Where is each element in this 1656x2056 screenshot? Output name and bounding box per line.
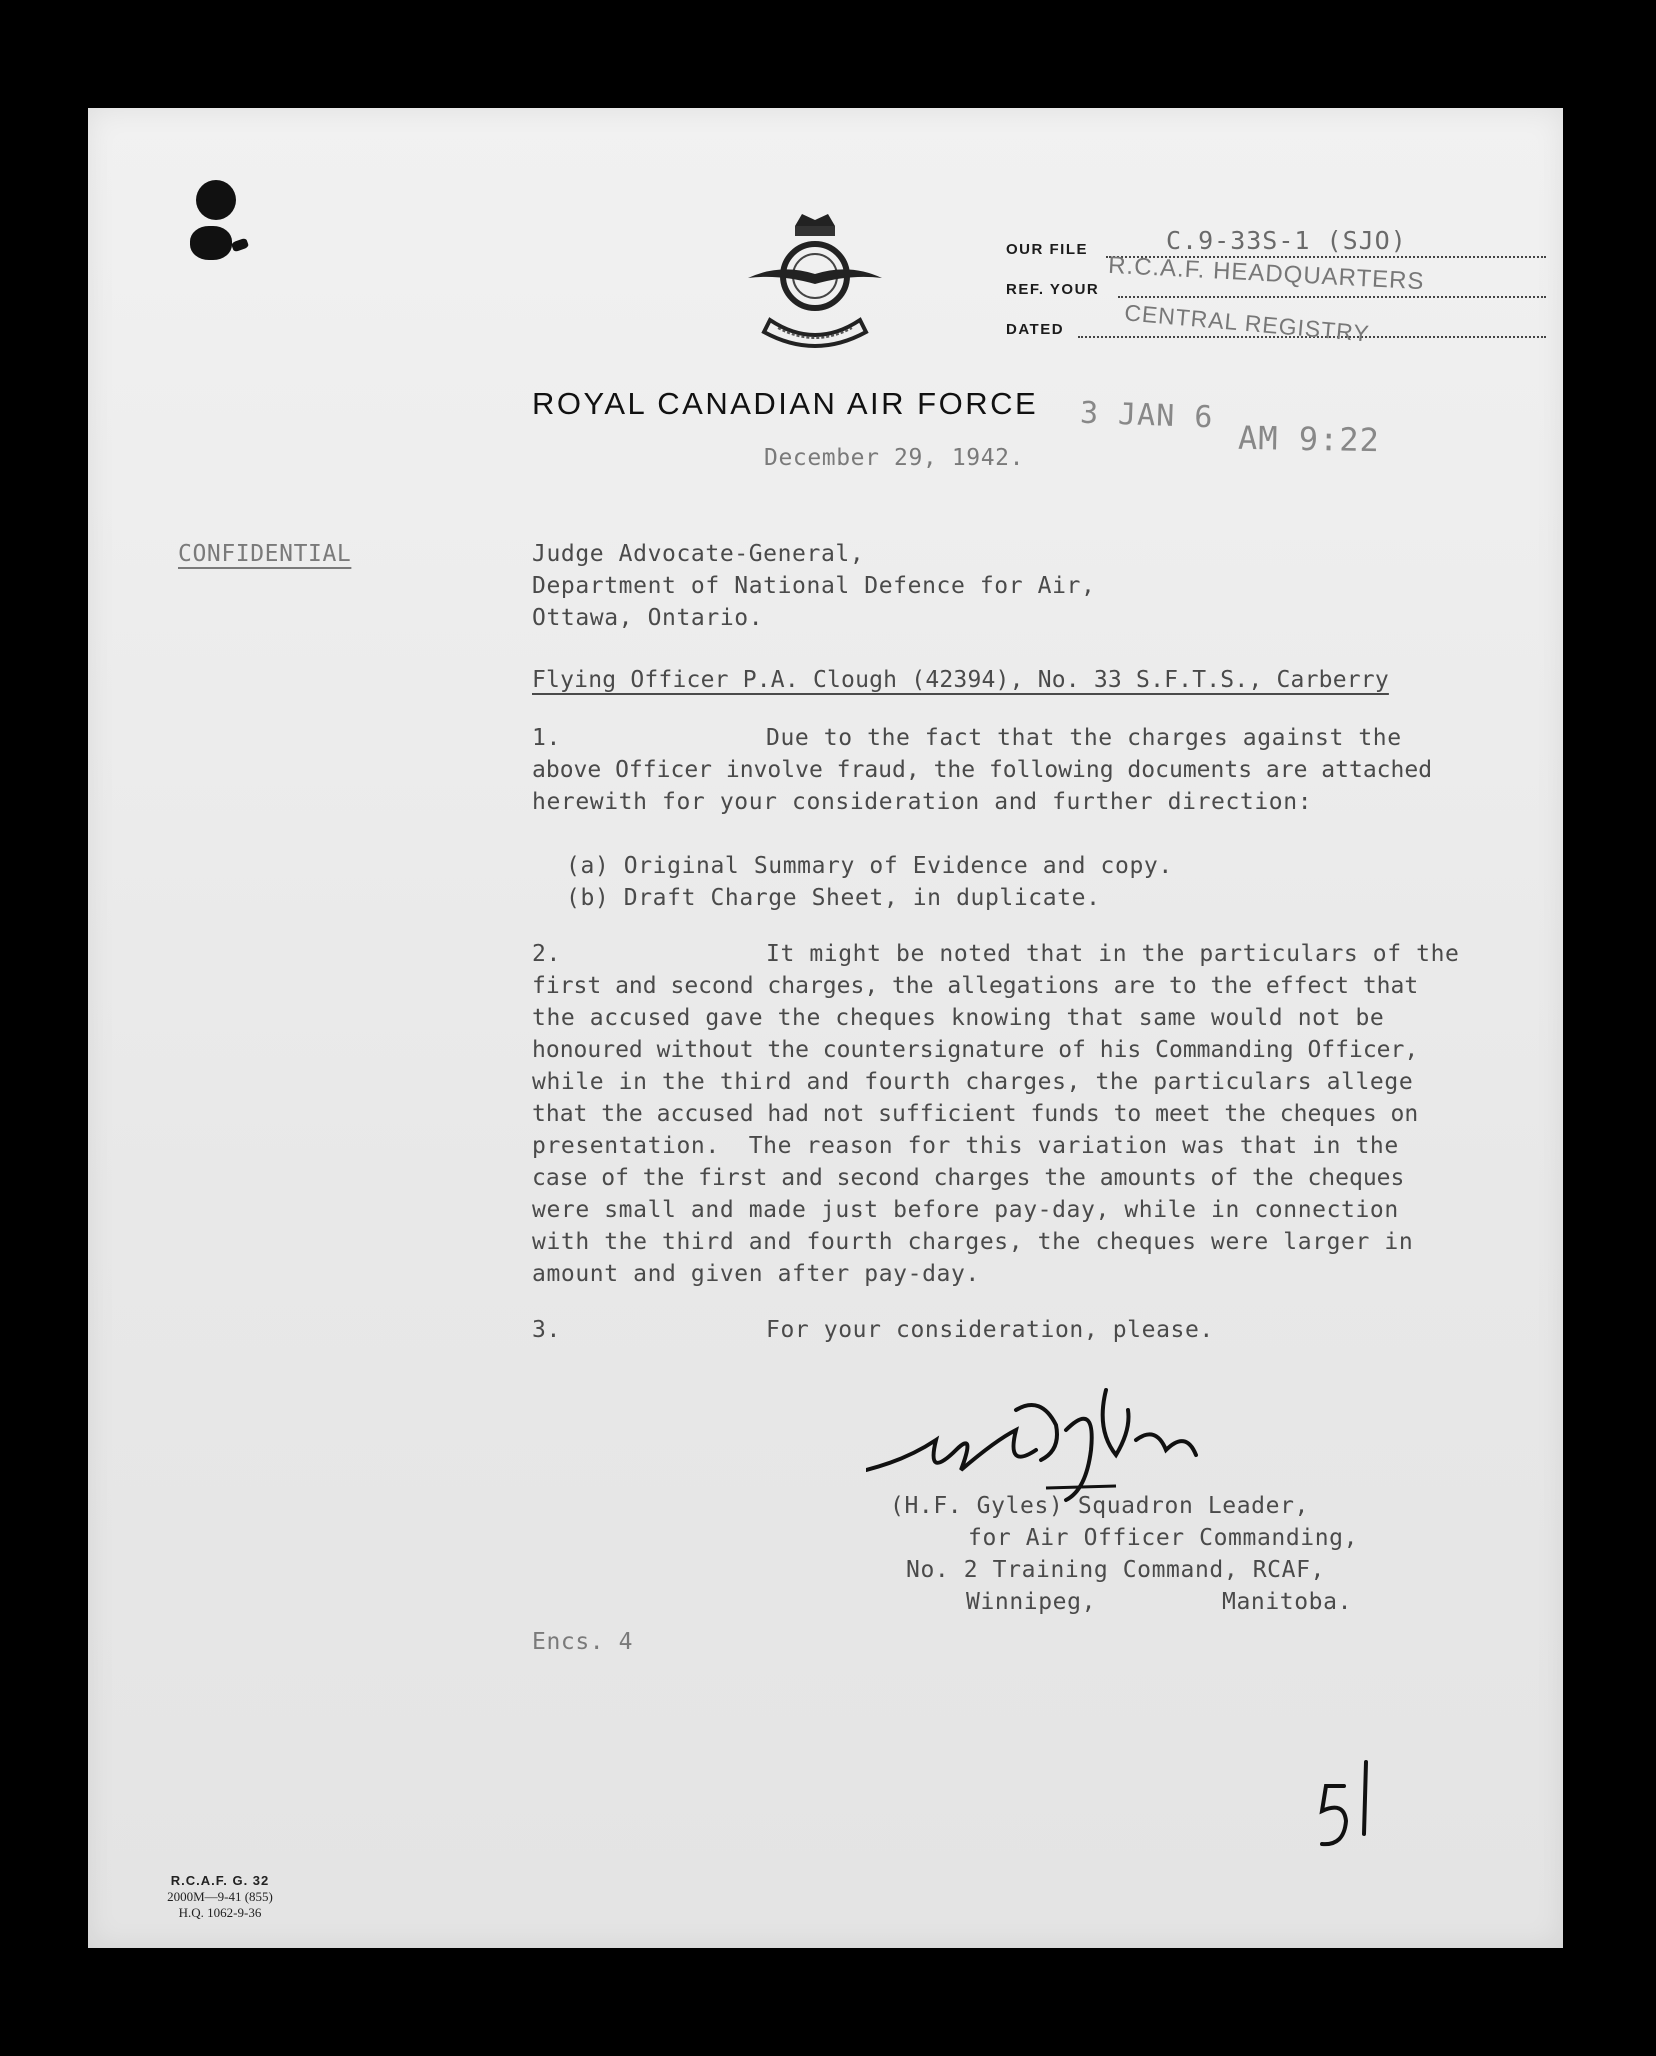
signature-line3: No. 2 Training Command, RCAF, xyxy=(906,1557,1325,1583)
enclosure-item-a: (a) Original Summary of Evidence and copy. xyxy=(566,853,1173,879)
handwritten-page-number-text xyxy=(1314,1756,1315,1757)
ink-blot xyxy=(231,238,249,253)
form-identifier xyxy=(160,1873,280,1921)
para2-line3: the accused gave the cheques knowing that same would not be xyxy=(532,1005,1385,1031)
our-file-value: C.9-33S-1 (SJO) xyxy=(1166,226,1407,255)
subject-line: Flying Officer P.A. Clough (42394), No. 33 S.F.T.S., Carberry xyxy=(532,667,1389,693)
enclosure-item-b: (b) Draft Charge Sheet, in duplicate. xyxy=(566,885,1101,911)
para3-number: 3. xyxy=(532,1317,561,1343)
registry-stamp-date: 3 JAN 6 xyxy=(1079,395,1215,436)
classification-label: CONFIDENTIAL xyxy=(178,541,352,567)
handwritten-signature xyxy=(866,1370,1286,1510)
para2-number: 2. xyxy=(532,941,561,967)
recipient-line3: Ottawa, Ontario. xyxy=(532,605,764,631)
form-id-line1: R.C.A.F. G. 32 xyxy=(170,1873,270,1888)
para2-line9: were small and made just before pay-day, while in connection xyxy=(532,1197,1399,1223)
recipient-line1: Judge Advocate-General, xyxy=(532,541,865,567)
para2-line2: first and second charges, the allegations are to the effect that xyxy=(532,973,1419,999)
ink-blot xyxy=(190,226,232,260)
para1-line3: herewith for your consideration and further direction: xyxy=(532,789,1313,815)
signature-name-rank: (H.F. Gyles) Squadron Leader, xyxy=(890,1493,1309,1519)
ink-blot xyxy=(196,180,236,220)
para2-line1: It might be noted that in the particulars of the xyxy=(766,941,1460,967)
org-title: ROYAL CANADIAN AIR FORCE xyxy=(532,386,1039,421)
signature-city: Winnipeg, xyxy=(966,1589,1097,1615)
registry-stamp-time: AM 9:22 xyxy=(1237,418,1381,460)
para2-line4: honoured without the countersignature of his Commanding Officer, xyxy=(532,1037,1419,1063)
our-file-row xyxy=(1006,224,1546,264)
enclosure-count: Encs. 4 xyxy=(532,1629,634,1655)
dated-label: DATED xyxy=(1006,321,1065,338)
signature-province: Manitoba. xyxy=(1222,1589,1353,1615)
rcaf-crest-icon xyxy=(740,208,890,358)
handwritten-page-number xyxy=(1314,1756,1384,1856)
para2-line6: that the accused had not sufficient funds to meet the cheques on xyxy=(532,1101,1419,1127)
our-file-label: OUR FILE xyxy=(1006,241,1088,258)
ref-your-line xyxy=(1118,296,1546,298)
para2-line7: presentation. The reason for this variation was that in the xyxy=(532,1133,1399,1159)
para2-line5: while in the third and fourth charges, the particulars allege xyxy=(532,1069,1414,1095)
para1-line1: Due to the fact that the charges against the xyxy=(766,725,1402,751)
para2-line10: with the third and fourth charges, the cheques were larger in xyxy=(532,1229,1414,1255)
para1-number: 1. xyxy=(532,725,561,751)
registry-stamp-line2: CENTRAL REGISTRY xyxy=(1123,299,1371,347)
para3-text: For your consideration, please. xyxy=(766,1317,1214,1343)
para1-line2: above Officer involve fraud, the following documents are attached xyxy=(532,757,1433,783)
para2-line11: amount and given after pay-day. xyxy=(532,1261,980,1287)
para2-line8: case of the first and second charges the amounts of the cheques xyxy=(532,1165,1405,1191)
ref-your-label: REF. YOUR xyxy=(1006,281,1100,298)
recipient-line2: Department of National Defence for Air, xyxy=(532,573,1096,599)
letter-page xyxy=(88,108,1563,1948)
signature-line2: for Air Officer Commanding, xyxy=(968,1525,1359,1551)
registry-stamp-line1: R.C.A.F. HEADQUARTERS xyxy=(1107,251,1426,296)
letter-date: December 29, 1942. xyxy=(764,445,1025,471)
form-id-line3: H.Q. 1062-9-36 xyxy=(178,1905,262,1920)
form-id-line2: 2000M—9-41 (855) xyxy=(167,1889,273,1904)
